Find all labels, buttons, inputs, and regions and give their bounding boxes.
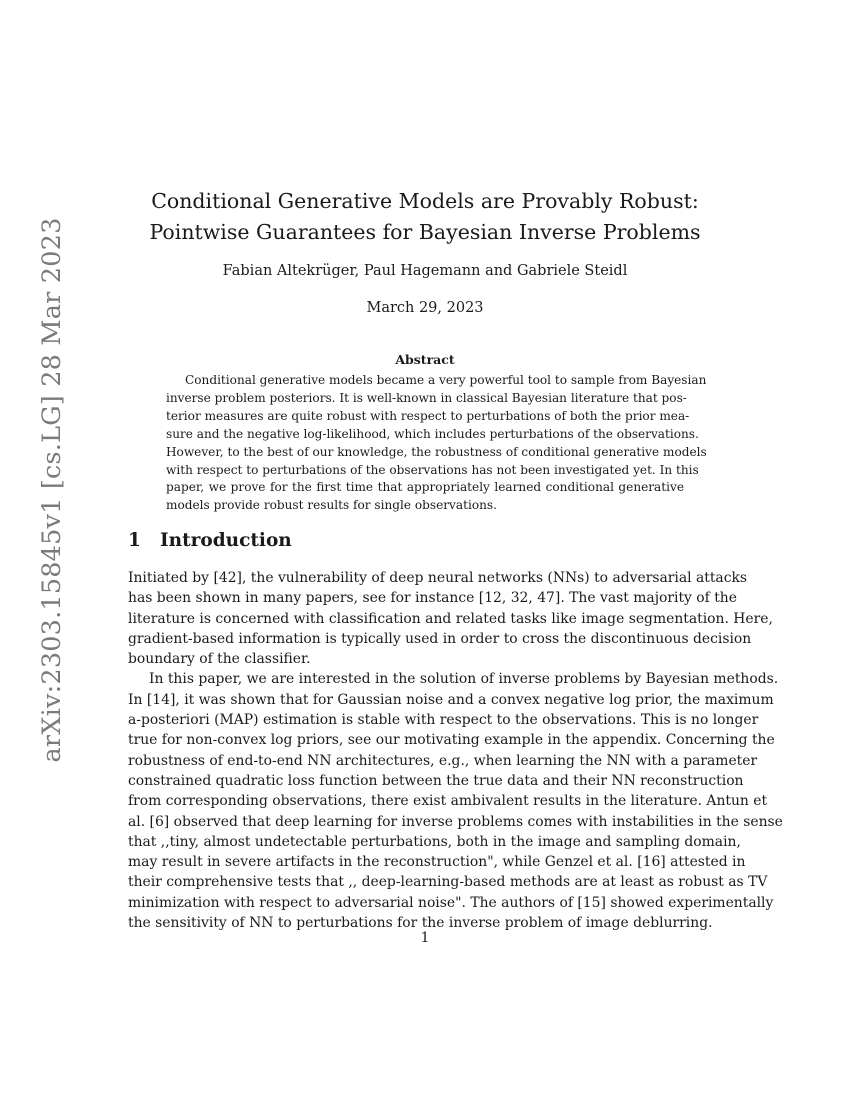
paper-title	[100, 186, 750, 248]
paragraph-line: that ,,tiny, almost undetectable perturbations, both in the image and sampling domain,	[128, 833, 741, 850]
title-line: Conditional Generative Models are Provably Robust:	[151, 189, 699, 213]
page-number: 1	[420, 930, 430, 946]
paragraph-line: from corresponding observations, there exist ambivalent results in the literature. Antun et	[128, 793, 768, 810]
abstract-line: with respect to perturbations of the observations has not been investigated yet. In this	[166, 462, 699, 477]
section-title: Introduction	[160, 530, 292, 551]
paragraph-line: boundary of the classifier.	[128, 651, 311, 668]
abstract-line: Conditional generative models became a very powerful tool to sample from Bayesian	[185, 373, 707, 387]
abstract-line: terior measures are quite robust with respect to perturbations of both the prior mea-	[166, 408, 690, 423]
paragraph-line: minimization with respect to adversarial noise". The authors of [15] showed experimentally	[128, 894, 774, 911]
abstract-line: paper, we prove for the first time that appropriately learned conditional generative	[166, 480, 684, 495]
paragraph-line: true for non-convex log priors, see our motivating example in the appendix. Concerning the	[128, 732, 775, 749]
section-number: 1	[128, 530, 141, 551]
paragraph-line: al. [6] observed that deep learning for inverse problems comes with instabilities in the sense	[128, 813, 783, 830]
introduction-body	[128, 568, 783, 933]
paragraph-line: the sensitivity of NN to perturbations for the inverse problem of image deblurring.	[128, 915, 713, 932]
arxiv-identifier[interactable]: arXiv:2303.15845v1 [cs.LG] 28 Mar 2023	[37, 217, 67, 763]
paragraph-line: robustness of end-to-end NN architectures, e.g., when learning the NN with a parameter	[128, 752, 758, 769]
abstract-line: sure and the negative log-likelihood, which includes perturbations of the observations.	[166, 426, 699, 441]
paragraph-line: constrained quadratic loss function between the true data and their NN reconstruction	[128, 772, 744, 789]
paragraph-line: their comprehensive tests that ,, deep-learning-based methods are at least as robust as TV	[128, 874, 768, 891]
abstract-line: models provide robust results for single observations.	[166, 498, 497, 513]
abstract-heading: Abstract	[395, 352, 455, 367]
abstract-line: inverse problem posteriors. It is well-known in classical Bayesian literature that pos-	[166, 390, 687, 405]
paragraph-line: gradient-based information is typically used in order to cross the discontinuous decision	[128, 630, 752, 647]
abstract-body	[166, 372, 707, 515]
paragraph-line: a-posteriori (MAP) estimation is stable with respect to the observations. This is no longer	[128, 712, 759, 729]
paragraph-line: Initiated by [42], the vulnerability of deep neural networks (NNs) to adversarial attacks	[128, 570, 748, 586]
paragraph-line: In this paper, we are interested in the solution of inverse problems by Bayesian methods.	[149, 671, 779, 688]
paragraph-line: In [14], it was shown that for Gaussian noise and a convex negative log prior, the maximum	[128, 691, 774, 708]
abstract-line: However, to the best of our knowledge, the robustness of conditional generative models	[166, 444, 707, 459]
paragraph-line: has been shown in many papers, see for instance [12, 32, 47]. The vast majority of the	[128, 590, 737, 607]
paragraph-line: literature is concerned with classification and related tasks like image segmentation. Here,	[128, 610, 773, 627]
title-line: Pointwise Guarantees for Bayesian Inverse Problems	[149, 220, 701, 244]
section-heading	[128, 530, 292, 551]
publication-date: March 29, 2023	[366, 300, 484, 316]
author-list: Fabian Altekrüger, Paul Hagemann and Gabriele Steidl	[222, 263, 628, 279]
paragraph-line: may result in severe artifacts in the reconstruction", while Genzel et al. [16] attested in	[128, 854, 746, 871]
